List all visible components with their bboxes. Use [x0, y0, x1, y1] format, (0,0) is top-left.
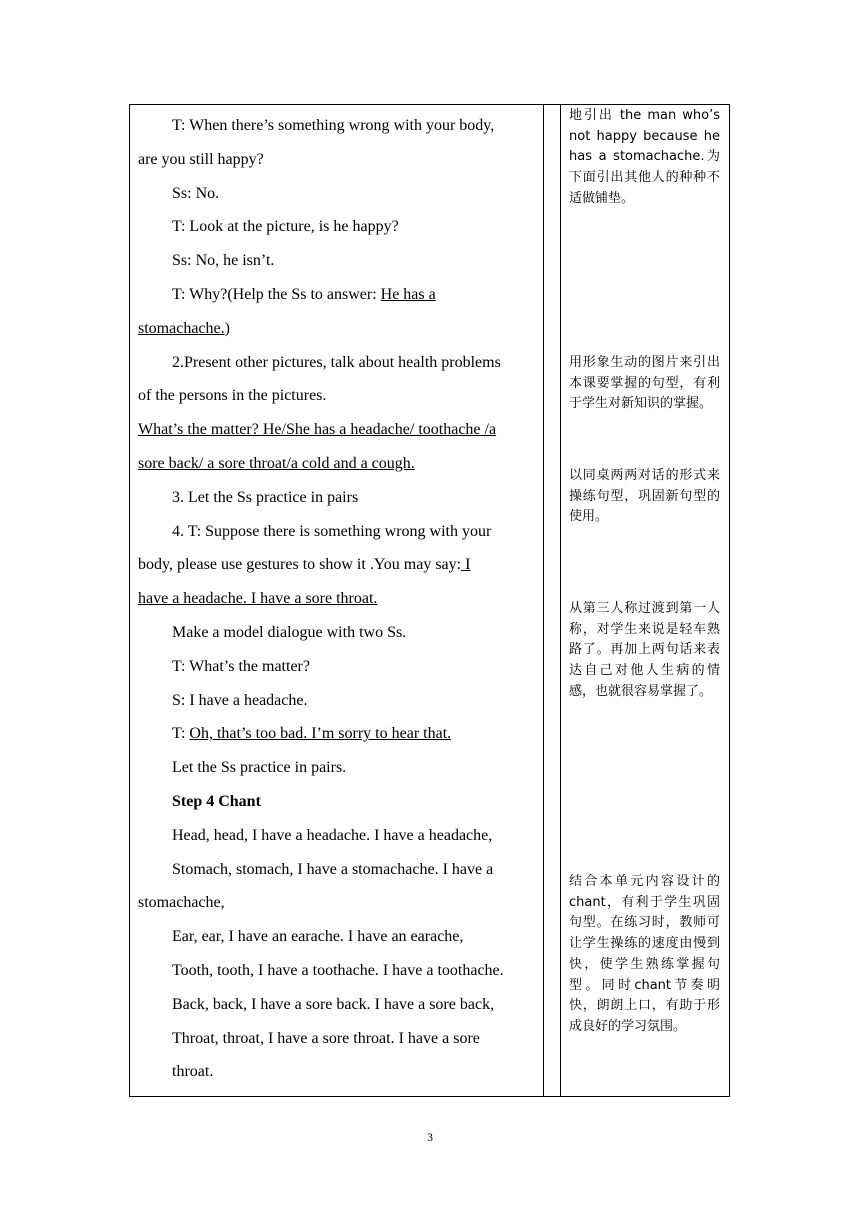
text-line: Tooth, tooth, I have a toothache. I have a toothache. — [172, 961, 504, 979]
note-text: 结合本单元内容设计的chant，有利于学生巩固句型。在练习时，教师可让学生操练的速度由慢到快，使学生熟练掌握句型。同时chant节奏明快，朗朗上口，有助于形成良好的学习氛围。 — [569, 874, 720, 1034]
step-heading: Step 4 Chant — [172, 792, 261, 810]
page-number: 3 — [427, 1130, 433, 1144]
note-text: 从第三人称过渡到第一人称，对学生来说是轻车熟路了。再加上两句话来表达自己对他人生病的情感，也就很容易掌握了。 — [569, 601, 720, 699]
table-row — [130, 105, 730, 1097]
note-block — [569, 599, 720, 703]
text-line: T: What’s the matter? — [172, 657, 310, 675]
underlined-sentence: sore back/ a sore throat/a cold and a cough. — [138, 454, 415, 472]
text-line — [138, 548, 543, 582]
underlined-sentence: What’s the matter? He/She has a headache/ toothache /a — [138, 421, 497, 439]
design-intent-notes — [561, 105, 729, 1096]
text-line — [138, 413, 543, 447]
note-block — [569, 353, 720, 415]
text-line: Make a model dialogue with two Ss. — [172, 623, 407, 641]
text-line: T: Look at the picture, is he happy? — [172, 218, 399, 236]
text-line — [138, 447, 543, 481]
text-line — [138, 312, 543, 346]
text-line: S: I have a headache. — [172, 691, 308, 709]
text-line: Back, back, I have a sore back. I have a sore back, — [172, 995, 495, 1013]
underlined-sentence: I — [461, 556, 471, 574]
text-line: Let the Ss practice in pairs. — [172, 759, 347, 777]
note-text: 地引出 the man who’s not happy because he has a stomachache.为下面引出其他人的种种不适做铺垫。 — [569, 108, 720, 206]
text-span: T: — [172, 725, 190, 743]
text-line — [138, 278, 543, 312]
text-line — [138, 582, 543, 616]
note-text: 用形象生动的图片来引出本课要掌握的句型，有利于学生对新知识的掌握。 — [569, 355, 720, 412]
underlined-sentence: Oh, that’s too bad. I’m sorry to hear that. — [189, 725, 452, 743]
text-line: are you still happy? — [138, 150, 264, 168]
underlined-sentence: have a headache. I have a sore throat. — [138, 590, 378, 608]
text-line: Ear, ear, I have an earache. I have an earache, — [172, 928, 464, 946]
text-line: 3. Let the Ss practice in pairs — [172, 488, 359, 506]
lesson-plan-table — [129, 104, 730, 1097]
text-line — [138, 717, 543, 751]
note-block — [569, 466, 720, 528]
design-intent-cell — [561, 105, 730, 1097]
teaching-process-text — [130, 105, 543, 1089]
text-line: Ss: No. — [172, 184, 220, 202]
note-block — [569, 106, 720, 210]
text-line: T: When there’s something wrong with your body, — [172, 117, 495, 134]
text-span: T: Why?(Help the Ss to answer: — [172, 285, 381, 303]
teaching-process-cell — [130, 105, 544, 1097]
text-line: Throat, throat, I have a sore throat. I have a sore — [172, 1029, 480, 1047]
text-line — [138, 785, 543, 819]
text-line: 2.Present other pictures, talk about health problems — [172, 353, 501, 371]
text-span: body, please use gestures to show it .You may say: — [138, 556, 462, 574]
text-line: throat. — [172, 1063, 214, 1081]
text-line: Ss: No, he isn’t. — [172, 252, 275, 270]
empty-column-cell — [544, 105, 561, 1097]
text-line: Head, head, I have a headache. I have a headache, — [172, 826, 493, 844]
text-line: 4. T: Suppose there is something wrong with your — [172, 522, 492, 540]
text-line: of the persons in the pictures. — [138, 387, 327, 405]
text-span: ) — [224, 319, 230, 337]
text-line: Stomach, stomach, I have a stomachache. I have a — [172, 860, 494, 878]
note-text: 以同桌两两对话的形式来操练句型，巩固新句型的使用。 — [569, 468, 720, 525]
text-line: stomachache, — [138, 894, 225, 912]
underlined-answer: stomachache. — [138, 319, 225, 337]
note-block — [569, 872, 720, 1038]
underlined-answer: He has a — [380, 285, 436, 303]
